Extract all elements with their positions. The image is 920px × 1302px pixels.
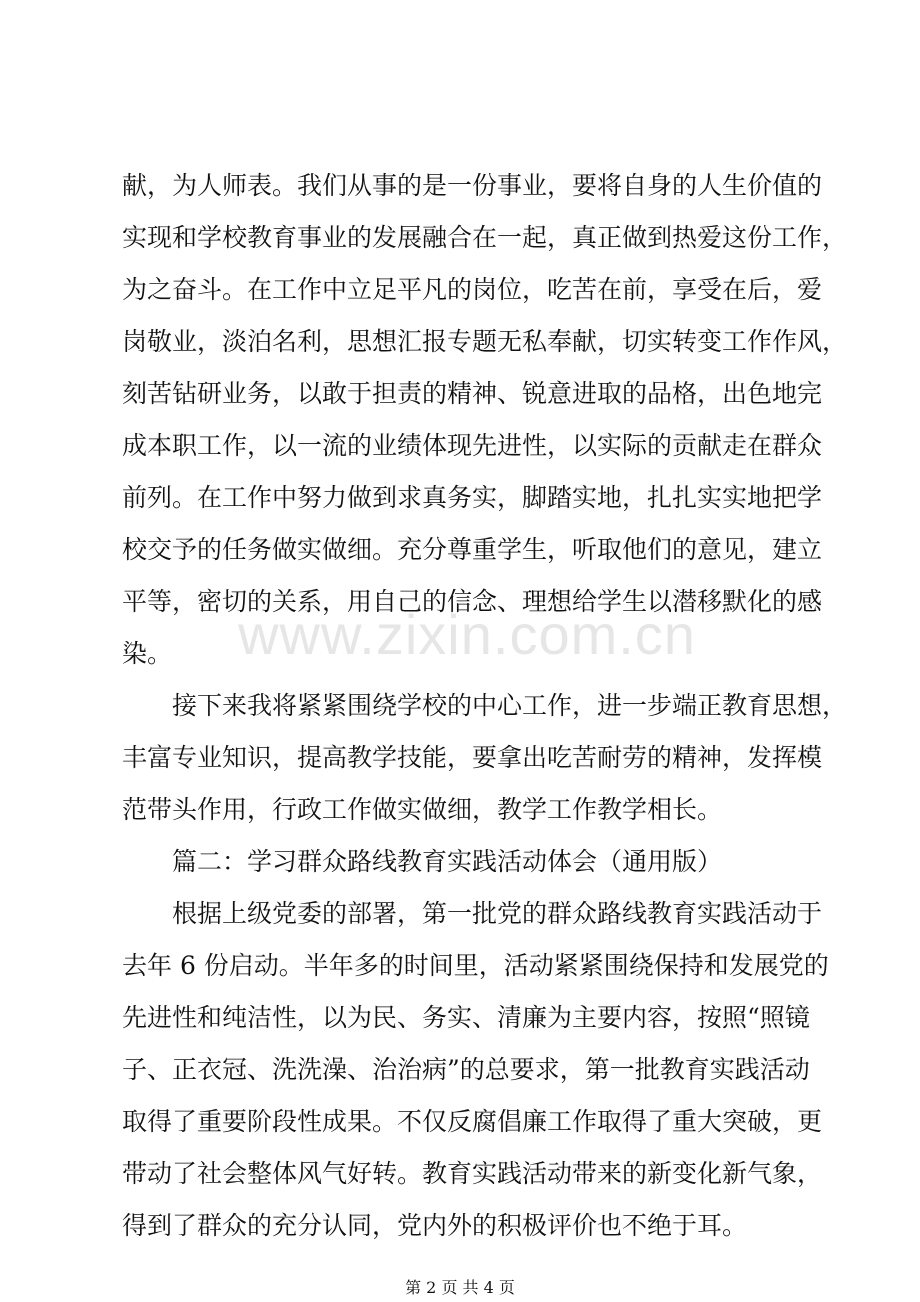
paragraph-3-line: 先进性和纯洁性，以为民、务实、清廉为主要内容，按照“照镜 <box>122 1003 810 1032</box>
paragraph-1-line: 刻苦钻研业务，以敢于担责的精神、锐意进取的品格，出色地完 <box>122 379 823 408</box>
paragraph-2-line: 接下来我将紧紧围绕学校的中心工作，进一步端正教育思想， <box>172 691 848 720</box>
paragraph-3-line: 根据上级党委的部署，第一批党的群众路线教育实践活动于 <box>172 899 823 928</box>
paragraph-3-line: 取得了重要阶段性成果。不仅反腐倡廉工作取得了重大突破，更 <box>122 1107 823 1136</box>
paragraph-1-line: 为之奋斗。在工作中立足平凡的岗位，吃苦在前，享受在后，爱 <box>122 275 823 304</box>
paragraph-2-line: 丰富专业知识，提高教学技能，要拿出吃苦耐劳的精神，发挥模 <box>122 743 823 772</box>
paragraph-3-line: 得到了群众的充分认同，党内外的积极评价也不绝于耳。 <box>122 1211 748 1240</box>
paragraph-1-line: 染。 <box>122 639 173 668</box>
paragraph-3-line: 去年 6 份启动。半年多的时间里，活动紧紧围绕保持和发展党的 <box>122 951 829 980</box>
paragraph-1-line: 成本职工作，以一流的业绩体现先进性，以实际的贡献走在群众 <box>122 431 823 460</box>
paragraph-1-line: 实现和学校教育事业的发展融合在一起，真正做到热爱这份工作， <box>122 223 848 252</box>
page-footer: 第 2 页 共 4 页 <box>405 1278 515 1297</box>
section-heading: 篇二：学习群众路线教育实践活动体会（通用版） <box>172 847 723 876</box>
paragraph-1-line: 校交予的任务做实做细。充分尊重学生，听取他们的意见，建立 <box>122 535 823 564</box>
paragraph-3-line: 子、正衣冠、洗洗澡、治治病”的总要求，第一批教育实践活动 <box>122 1055 810 1084</box>
paragraph-1-line: 献，为人师表。我们从事的是一份事业，要将自身的人生价值的 <box>122 171 823 200</box>
paragraph-2-line: 范带头作用，行政工作做实做细，教学工作教学相长。 <box>122 795 723 824</box>
paragraph-1-line: 前列。在工作中努力做到求真务实，脚踏实地，扎扎实实地把学 <box>122 483 823 512</box>
paragraph-1-line: 岗敬业，淡泊名利，思想汇报专题无私奉献，切实转变工作作风， <box>122 327 848 356</box>
paragraph-1-line: 平等，密切的关系，用自己的信念、理想给学生以潜移默化的感 <box>122 587 823 616</box>
watermark: www.zixin.com.cn <box>238 603 696 666</box>
paragraph-3-line: 带动了社会整体风气好转。教育实践活动带来的新变化新气象， <box>122 1159 823 1188</box>
